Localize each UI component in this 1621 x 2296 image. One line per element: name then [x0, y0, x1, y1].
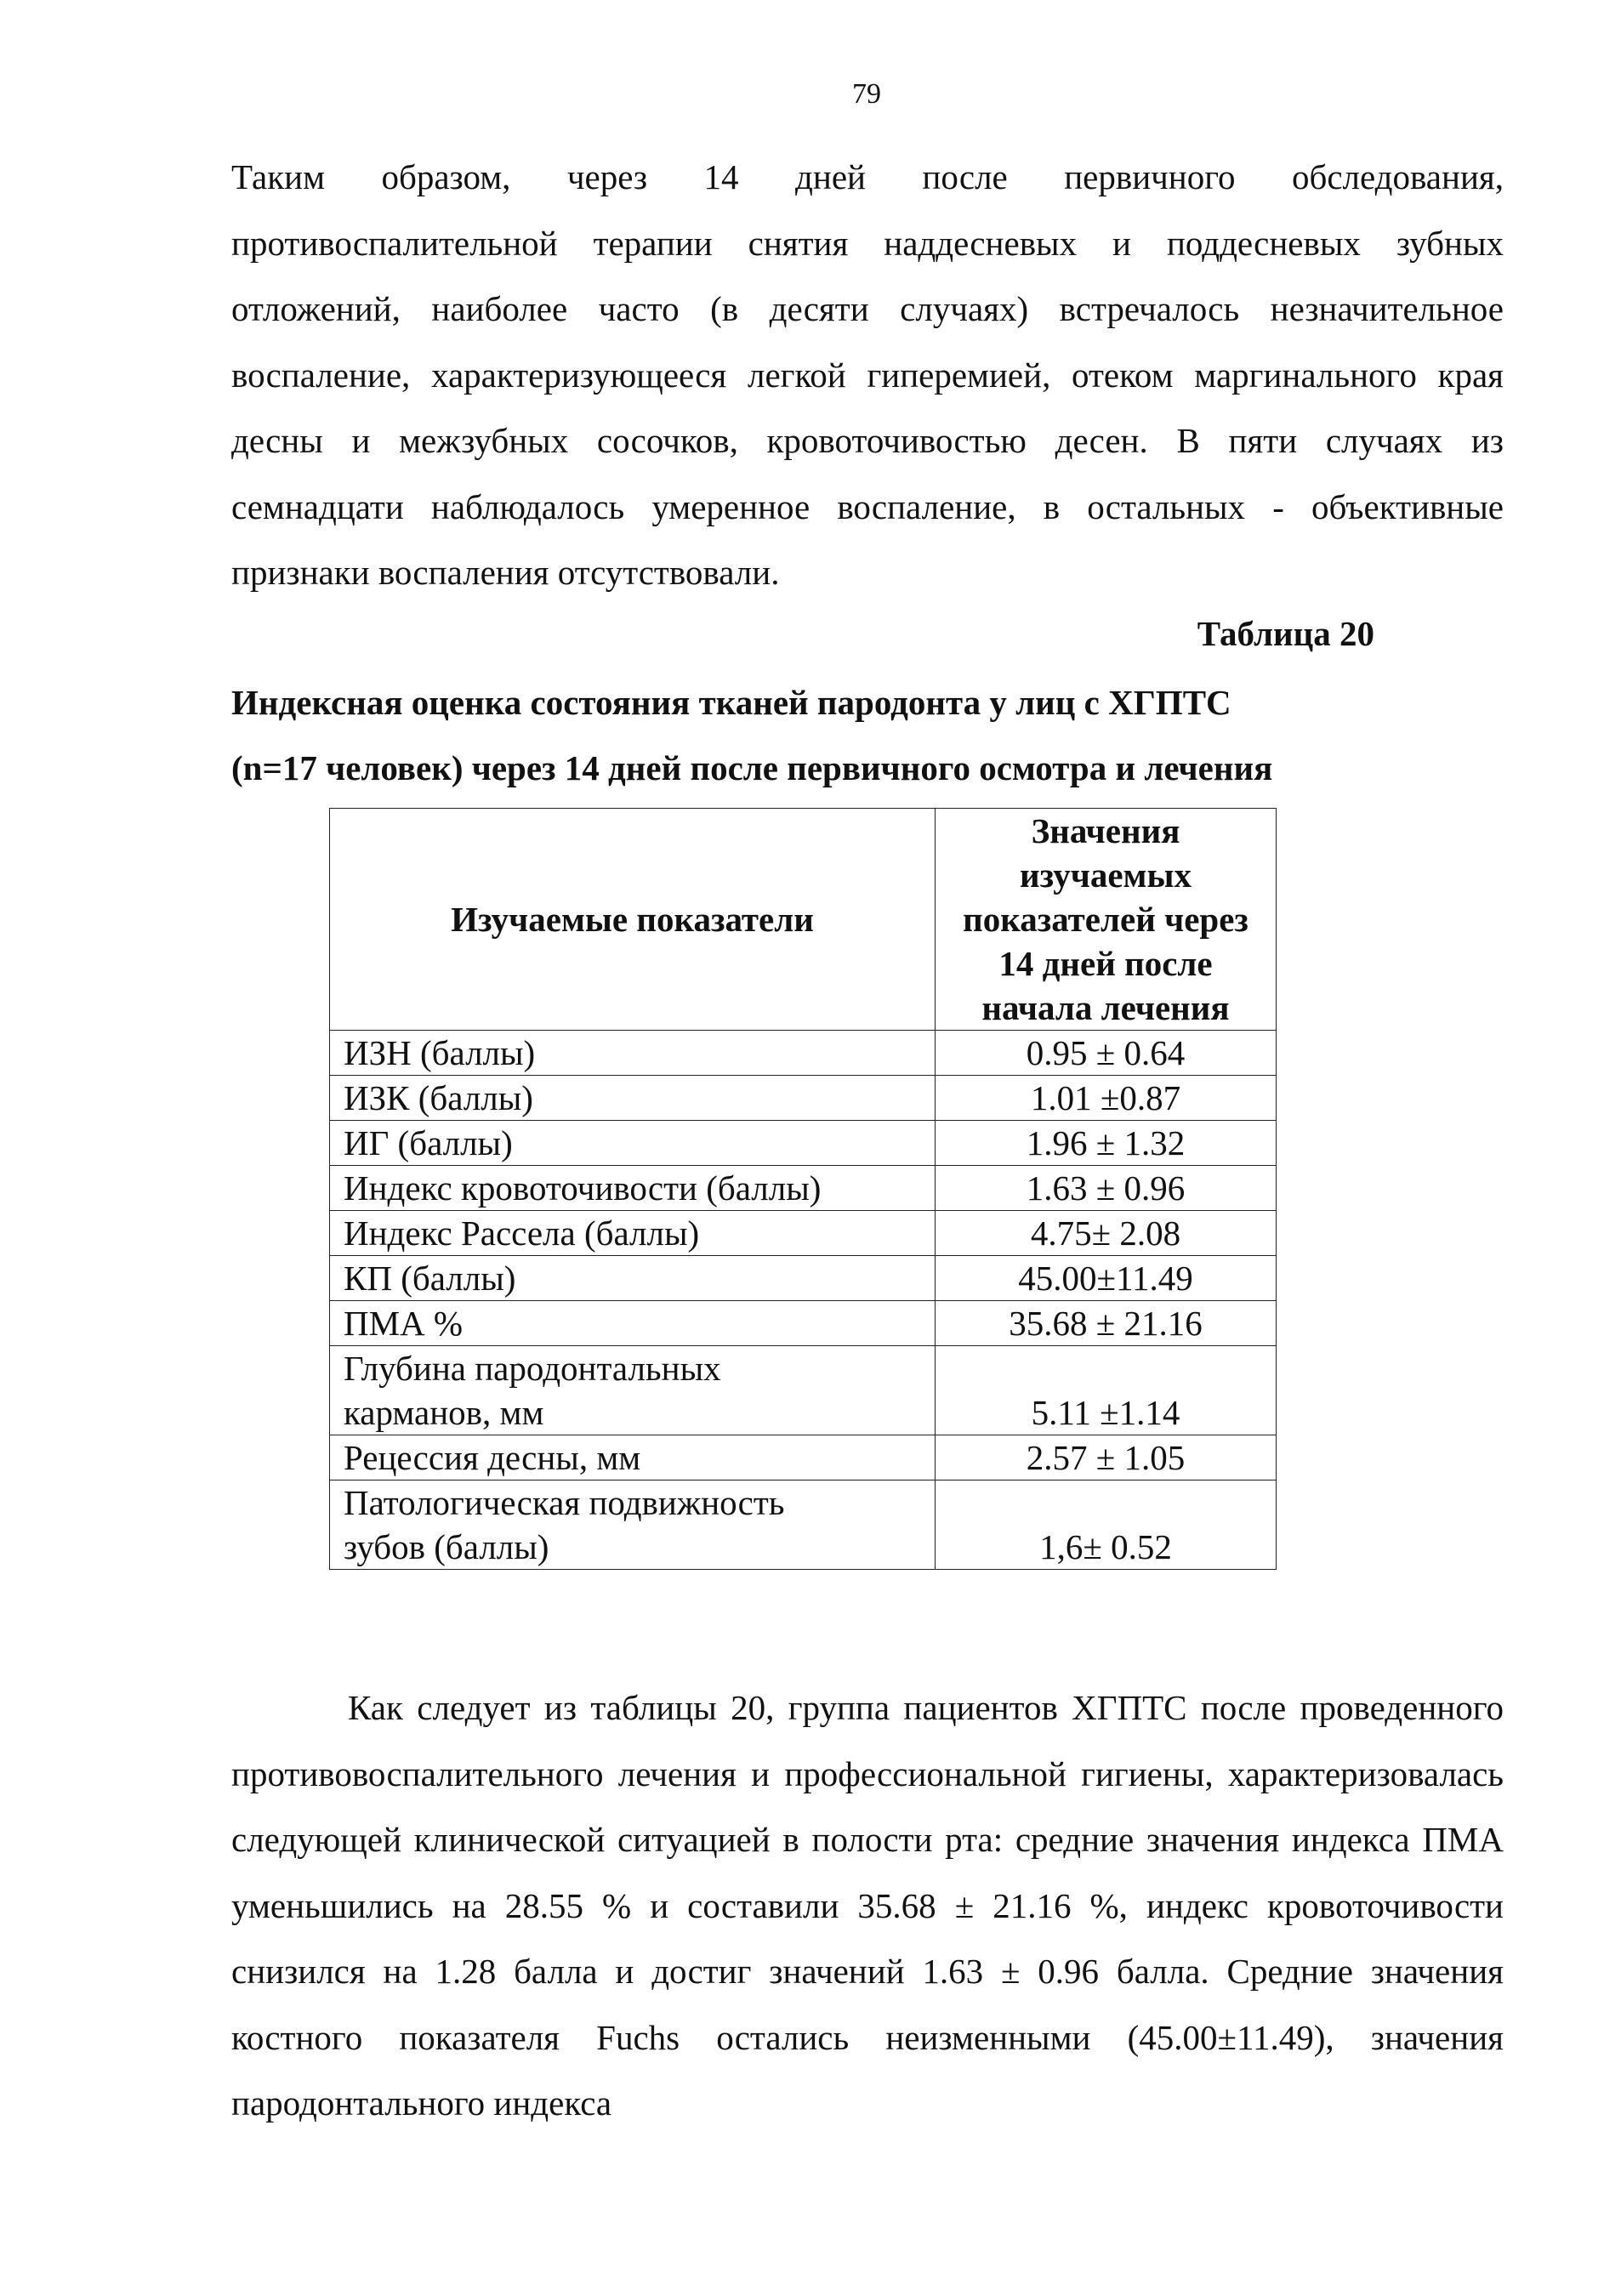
row-value: 1.63 ± 0.96: [936, 1166, 1277, 1211]
table-caption: Таблица 20: [1197, 614, 1374, 653]
row-value: 45.00±11.49: [936, 1256, 1277, 1301]
row-value: 35.68 ± 21.16: [936, 1301, 1277, 1346]
indices-table: [329, 808, 1277, 1570]
header-value: Значения изучаемых показателей через 14 дней после начала лечения: [936, 809, 1277, 1031]
table-header-row: [330, 809, 1277, 1031]
table-title-line-2: (n=17 человек) через 14 дней после первичного осмотра и лечения: [231, 748, 1273, 787]
table-row: [330, 1076, 1277, 1121]
row-value: 0.95 ± 0.64: [936, 1031, 1277, 1076]
table-row: [330, 1031, 1277, 1076]
row-indicator: ИЗН (баллы): [330, 1031, 936, 1076]
table-row: [330, 1256, 1277, 1301]
row-value: 1.96 ± 1.32: [936, 1121, 1277, 1166]
table-title: [231, 670, 1439, 801]
row-indicator: Патологическая подвижность зубов (баллы): [330, 1480, 936, 1570]
table-row: [330, 1346, 1277, 1435]
table-row: [330, 1301, 1277, 1346]
row-value: 5.11 ±1.14: [936, 1346, 1277, 1435]
row-indicator: ИГ (баллы): [330, 1121, 936, 1166]
row-value: 4.75± 2.08: [936, 1211, 1277, 1256]
table-row: [330, 1211, 1277, 1256]
row-value: 1,6± 0.52: [936, 1480, 1277, 1570]
row-indicator: Глубина пародонтальных карманов, мм: [330, 1346, 936, 1435]
header-indicator: Изучаемые показатели: [330, 809, 936, 1031]
intro-paragraph: Таким образом, через 14 дней после первичного обследования, противоспалительной терапии снятия наддесневых и поддесневых зубных отложений, наиболее часто (в десяти случаях) встречалось незначительное воспаление, характеризующееся легкой гиперемией, отеком маргинального края десны и межзубных сосочков, кровоточивостью десен. В пяти случаях из семнадцати наблюдалось умеренное воспаление, в остальных - объективные признаки воспаления отсутствовали.: [231, 157, 1504, 592]
row-indicator: Индекс Рассела (баллы): [330, 1211, 936, 1256]
row-indicator: Рецессия десны, мм: [330, 1435, 936, 1480]
table-row: [330, 1166, 1277, 1211]
table-row: [330, 1435, 1277, 1480]
row-value: 1.01 ±0.87: [936, 1076, 1277, 1121]
row-indicator: Индекс кровоточивости (баллы): [330, 1166, 936, 1211]
row-indicator: ПМА %: [330, 1301, 936, 1346]
row-indicator: ИЗК (баллы): [330, 1076, 936, 1121]
table-row: [330, 1121, 1277, 1166]
table-row: [330, 1480, 1277, 1570]
row-indicator: КП (баллы): [330, 1256, 936, 1301]
page-number: 79: [852, 78, 881, 110]
conclusion-paragraph: Как следует из таблицы 20, группа пациентов ХГПТС после проведенного противовоспалительного лечения и профессиональной гигиены, характеризовалась следующей клинической ситуацией в полости рта: средние значения индекса ПМА уменьшились на 28.55 % и составили 35.68 ± 21.16 %, индекс кровоточивости снизился на 1.28 балла и достиг значений 1.63 ± 0.96 балла. Средние значения костного показателя Fuchs остались неизменными (45.00±11.49), значения пародонтального индекса: [231, 1688, 1504, 2123]
row-value: 2.57 ± 1.05: [936, 1435, 1277, 1480]
table-title-line-1: Индексная оценка состояния тканей пародонта у лиц с ХГПТС: [231, 683, 1231, 722]
